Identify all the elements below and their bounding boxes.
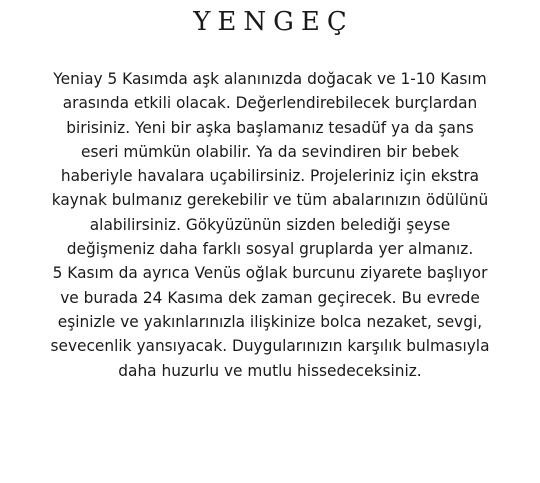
text-line: ve burada 24 Kasıma dek zaman geçirecek. Bu evrede xyxy=(60,288,480,307)
text-line: değişmeniz daha farklı sosyal gruplarda yer almanız. xyxy=(66,240,474,259)
text-line: alabilirsiniz. Gökyüzünün sizden belediği şeyse xyxy=(89,215,451,234)
text-line: sevecenlik yansıyacak. Duygularınızın karşılık bulmasıyla xyxy=(50,337,490,356)
text-line: eşinizle ve yakınlarınızla ilişkinize bolca nezaket, sevgi, xyxy=(57,312,483,331)
text-line: 5 Kasım da ayrıca Venüs oğlak burcunu ziyarete başlıyor xyxy=(52,264,488,283)
page-title: YENGEÇ xyxy=(193,7,354,37)
text-line: arasında etkili olacak. Değerlendirebilecek burçlardan xyxy=(62,94,478,113)
text-line: daha huzurlu ve mutlu hissedeceksiniz. xyxy=(118,361,422,380)
text-line: eseri mümkün olabilir. Ya da sevindiren bir bebek xyxy=(81,142,459,161)
horoscope-text xyxy=(0,67,540,383)
text-line: birisiniz. Yeni bir aşka başlamanız tesadüf ya da şans xyxy=(66,118,474,137)
text-line: Yeniay 5 Kasımda aşk alanınızda doğacak ve 1-10 Kasım xyxy=(53,70,487,88)
text-line: kaynak bulmanız gerekebilir ve tüm abalarınızın ödülünü xyxy=(51,191,489,210)
text-line: haberiyle havalara uçabilirsiniz. Projeleriniz için ekstra xyxy=(60,167,480,186)
